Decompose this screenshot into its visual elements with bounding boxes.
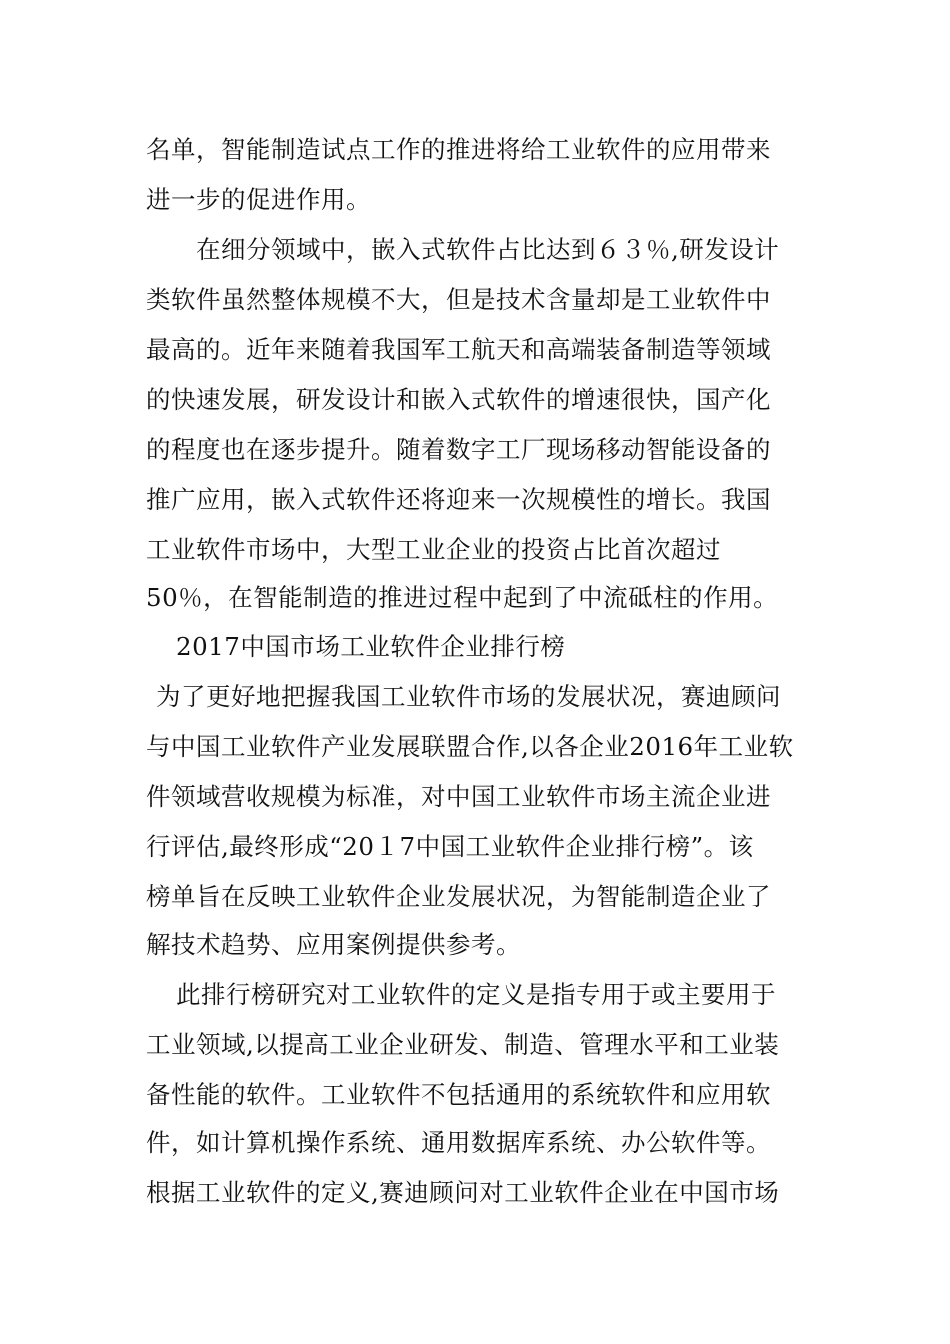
text-line: 件领域营收规模为标准，对中国工业软件市场主流企业进 [146,782,771,811]
text-line: 50％，在智能制造的推进过程中起到了中流砥柱的作用。 [146,583,779,612]
text-line: 工业领域,以提高工业企业研发、制造、管理水平和工业装 [146,1030,780,1059]
text-line: 名单，智能制造试点工作的推进将给工业软件的应用带来 [146,135,771,164]
paragraph-start-line: 为了更好地把握我国工业软件市场的发展状况，赛迪顾问 [156,682,781,711]
paragraph-start-line: 在细分领域中，嵌入式软件占比达到６３％,研发设计 [196,235,780,264]
text-line: 类软件虽然整体规模不大，但是技术含量却是工业软件中 [146,285,771,314]
text-line: 的快速发展，研发设计和嵌入式软件的增速很快，国产化 [146,385,771,414]
text-line: 最高的。近年来随着我国军工航天和高端装备制造等领域 [146,335,771,364]
text-line: 进一步的促进作用。 [146,185,371,214]
paragraph-start-line: 此排行榜研究对工业软件的定义是指专用于或主要用于 [176,980,776,1009]
text-line: 与中国工业软件产业发展联盟合作,以各企业2016年工业软 [146,732,794,761]
text-line: 解技术趋势、应用案例提供参考。 [146,930,521,959]
section-heading: 2017中国市场工业软件企业排行榜 [176,632,566,661]
text-line: 备性能的软件。工业软件不包括通用的系统软件和应用软 [146,1080,771,1109]
text-line: 件，如计算机操作系统、通用数据库系统、办公软件等。 [146,1128,771,1157]
text-line: 的程度也在逐步提升。随着数字工厂现场移动智能设备的 [146,435,771,464]
text-line: 推广应用，嵌入式软件还将迎来一次规模性的增长。我国 [146,485,771,514]
text-line: 行评估,最终形成“20１7中国工业软件企业排行榜”。该 [146,832,754,861]
text-line: 工业软件市场中，大型工业企业的投资占比首次超过 [146,535,721,564]
text-line: 榜单旨在反映工业软件企业发展状况，为智能制造企业了 [146,882,771,911]
text-line: 根据工业软件的定义,赛迪顾问对工业软件企业在中国市场 [146,1178,780,1207]
